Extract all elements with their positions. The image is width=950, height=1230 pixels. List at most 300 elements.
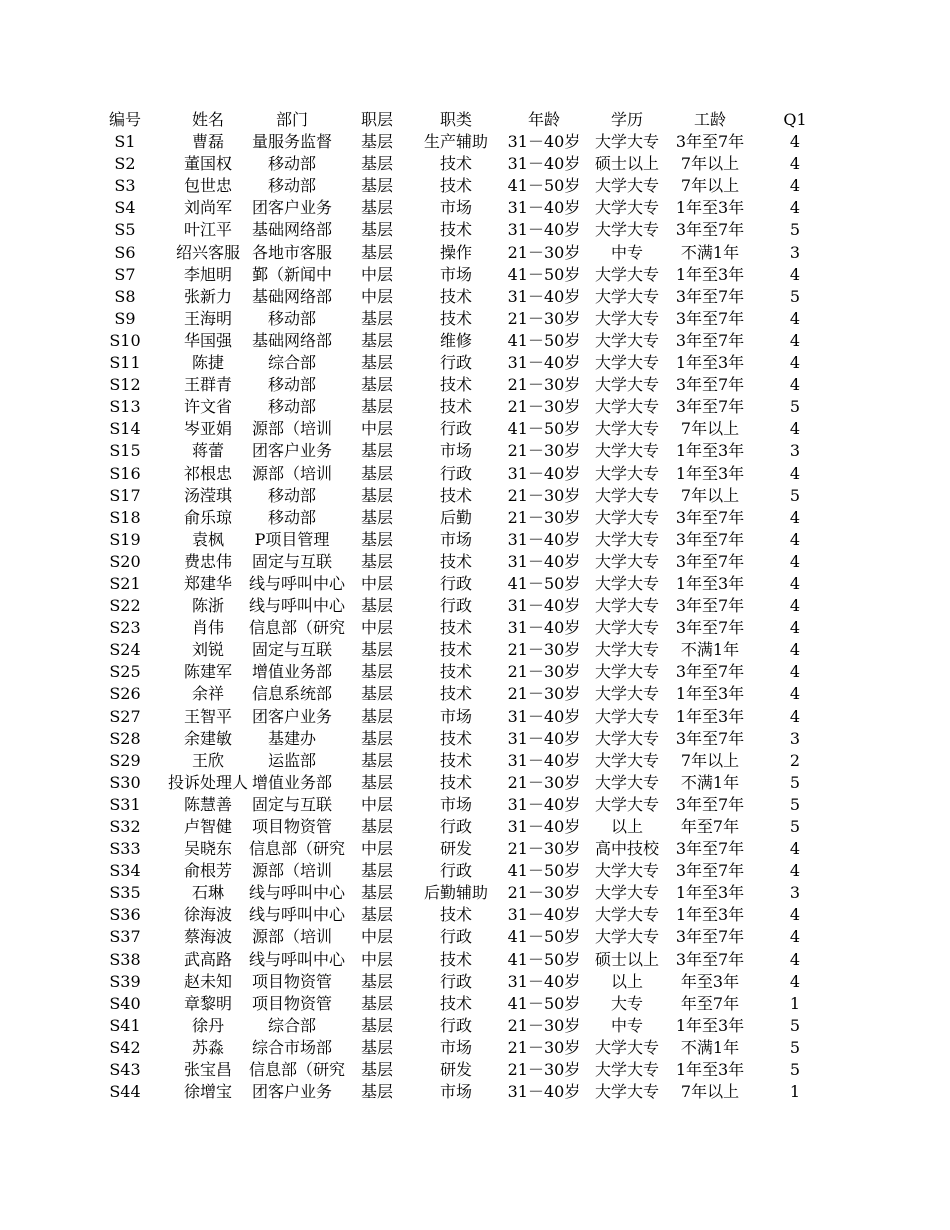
level-cell: 基层: [360, 397, 393, 417]
level-cell: 基层: [360, 176, 393, 196]
id-cell: S39: [109, 971, 141, 991]
name-cell: 俞乐琼: [183, 507, 232, 527]
education-cell: 大学大专: [594, 794, 659, 814]
q1-cell: 4: [789, 198, 801, 218]
education-cell: 大学大专: [594, 463, 659, 483]
tenure-cell: 3年至7年: [675, 839, 745, 859]
q1-cell: 5: [789, 397, 801, 417]
education-cell: 大学大专: [594, 132, 659, 152]
job-type-cell: 技术: [439, 772, 472, 792]
age-cell: 21－30岁: [507, 507, 581, 527]
table-row: [0, 485, 950, 507]
q1-cell: 4: [789, 463, 801, 483]
id-cell: S2: [114, 154, 136, 174]
job-type-cell: 技术: [439, 375, 472, 395]
job-type-cell: 技术: [439, 750, 472, 770]
age-cell: 31－40岁: [507, 618, 581, 638]
table-row: [0, 639, 950, 661]
level-cell: 基层: [360, 1015, 393, 1035]
tenure-cell: 1年至3年: [675, 573, 745, 593]
tenure-cell: 1年至3年: [675, 1015, 745, 1035]
table-row: [0, 750, 950, 772]
age-cell: 21－30岁: [507, 684, 581, 704]
level-cell: 基层: [360, 308, 393, 328]
q1-cell: 5: [789, 220, 801, 240]
table-row: [0, 219, 950, 241]
job-type-cell: 技术: [439, 640, 472, 660]
job-type-cell: 行政: [439, 596, 472, 616]
name-cell: 陈浙: [191, 596, 224, 616]
level-cell: 基层: [360, 132, 393, 152]
level-cell: 基层: [360, 861, 393, 881]
id-cell: S21: [109, 573, 141, 593]
job-type-cell: 研发: [439, 839, 472, 859]
age-cell: 21－30岁: [507, 308, 581, 328]
age-cell: 31－40岁: [507, 286, 581, 306]
table-row: [0, 1037, 950, 1059]
age-cell: 41－50岁: [507, 419, 581, 439]
id-cell: S10: [109, 330, 141, 350]
id-cell: S3: [114, 176, 136, 196]
job-type-cell: 技术: [439, 286, 472, 306]
tenure-cell: 年至3年: [680, 971, 740, 991]
department-cell: 团客户业务: [251, 198, 332, 218]
name-cell: 蔡海波: [183, 927, 232, 947]
name-cell: 王海明: [183, 308, 232, 328]
table-row: [0, 706, 950, 728]
tenure-cell: 3年至7年: [675, 618, 745, 638]
department-cell: 源部（培训: [251, 927, 332, 947]
age-cell: 21－30岁: [507, 1015, 581, 1035]
name-cell: 陈慧善: [183, 794, 232, 814]
level-cell: 基层: [360, 441, 393, 461]
name-cell: 费忠伟: [183, 551, 232, 571]
name-cell: 曹磊: [191, 132, 224, 152]
job-type-cell: 市场: [439, 1082, 472, 1102]
id-cell: S41: [109, 1015, 141, 1035]
tenure-cell: 不满1年: [680, 242, 740, 262]
level-cell: 基层: [360, 507, 393, 527]
age-cell: 41－50岁: [507, 330, 581, 350]
tenure-cell: 1年至3年: [675, 441, 745, 461]
name-cell: 汤滢琪: [183, 485, 232, 505]
header-tenure: 工龄: [693, 110, 726, 129]
education-cell: 中专: [610, 242, 643, 262]
department-cell: 移动部: [267, 176, 316, 196]
department-cell: 源部（培训: [251, 419, 332, 439]
table-row: [0, 153, 950, 175]
tenure-cell: 3年至7年: [675, 551, 745, 571]
job-type-cell: 技术: [439, 397, 472, 417]
q1-cell: 4: [789, 507, 801, 527]
name-cell: 余建敏: [183, 728, 232, 748]
education-cell: 大学大专: [594, 485, 659, 505]
job-type-cell: 技术: [439, 551, 472, 571]
job-type-cell: 操作: [439, 242, 472, 262]
department-cell: 增值业务部: [251, 772, 332, 792]
tenure-cell: 7年以上: [680, 750, 740, 770]
age-cell: 21－30岁: [507, 1037, 581, 1057]
id-cell: S16: [109, 463, 141, 483]
level-cell: 基层: [360, 640, 393, 660]
job-type-cell: 后勤辅助: [423, 883, 488, 903]
education-cell: 高中技校: [594, 839, 659, 859]
table-row: [0, 440, 950, 462]
q1-cell: 4: [789, 132, 801, 152]
name-cell: 武高路: [183, 949, 232, 969]
level-cell: 中层: [360, 419, 393, 439]
id-cell: S14: [109, 419, 141, 439]
tenure-cell: 7年以上: [680, 1082, 740, 1102]
table-row: [0, 197, 950, 219]
job-type-cell: 市场: [439, 1037, 472, 1057]
tenure-cell: 3年至7年: [675, 507, 745, 527]
name-cell: 祁根忠: [183, 463, 232, 483]
table-row: [0, 286, 950, 308]
education-cell: 大学大专: [594, 905, 659, 925]
id-cell: S13: [109, 397, 141, 417]
job-type-cell: 行政: [439, 927, 472, 947]
id-cell: S40: [109, 993, 141, 1013]
header-id: 编号: [108, 110, 141, 129]
job-type-cell: 市场: [439, 198, 472, 218]
education-cell: 大学大专: [594, 728, 659, 748]
department-cell: 移动部: [267, 397, 316, 417]
id-cell: S9: [114, 308, 136, 328]
name-cell: 徐海波: [183, 905, 232, 925]
department-cell: 信息部（研究: [249, 1060, 346, 1080]
level-cell: 中层: [360, 264, 393, 284]
department-cell: 固定与互联: [251, 551, 332, 571]
level-cell: 基层: [360, 529, 393, 549]
tenure-cell: 3年至7年: [675, 662, 745, 682]
age-cell: 21－30岁: [507, 397, 581, 417]
table-row: [0, 551, 950, 573]
tenure-cell: 3年至7年: [675, 397, 745, 417]
q1-cell: 4: [789, 861, 801, 881]
education-cell: 大学大专: [594, 375, 659, 395]
age-cell: 31－40岁: [507, 220, 581, 240]
id-cell: S25: [109, 662, 141, 682]
education-cell: 大学大专: [594, 198, 659, 218]
job-type-cell: 技术: [439, 220, 472, 240]
level-cell: 基层: [360, 662, 393, 682]
level-cell: 基层: [360, 485, 393, 505]
department-cell: 量服务监督: [251, 132, 332, 152]
level-cell: 基层: [360, 375, 393, 395]
q1-cell: 3: [789, 242, 801, 262]
job-type-cell: 行政: [439, 971, 472, 991]
level-cell: 基层: [360, 551, 393, 571]
job-type-cell: 行政: [439, 861, 472, 881]
education-cell: 大学大专: [594, 264, 659, 284]
header-job-type: 职类: [439, 110, 472, 129]
id-cell: S43: [109, 1060, 141, 1080]
table-row: [0, 396, 950, 418]
id-cell: S30: [109, 772, 141, 792]
name-cell: 章黎明: [183, 993, 232, 1013]
id-cell: S31: [109, 794, 141, 814]
header-age: 年龄: [527, 110, 560, 129]
job-type-cell: 市场: [439, 264, 472, 284]
id-cell: S34: [109, 861, 141, 881]
id-cell: S26: [109, 684, 141, 704]
job-type-cell: 技术: [439, 905, 472, 925]
tenure-cell: 不满1年: [680, 1037, 740, 1057]
name-cell: 刘尚军: [183, 198, 232, 218]
header-level: 职层: [360, 110, 393, 129]
level-cell: 基层: [360, 353, 393, 373]
table-row: [0, 1081, 950, 1103]
q1-cell: 4: [789, 573, 801, 593]
education-cell: 大学大专: [594, 573, 659, 593]
education-cell: 大学大专: [594, 419, 659, 439]
age-cell: 31－40岁: [507, 1082, 581, 1102]
department-cell: 基础网络部: [251, 220, 332, 240]
education-cell: 大专: [610, 993, 643, 1013]
level-cell: 基层: [360, 330, 393, 350]
age-cell: 31－40岁: [507, 154, 581, 174]
job-type-cell: 技术: [439, 949, 472, 969]
table-row: [0, 175, 950, 197]
id-cell: S19: [109, 529, 141, 549]
header-row: [0, 109, 950, 131]
id-cell: S12: [109, 375, 141, 395]
age-cell: 31－40岁: [507, 529, 581, 549]
q1-cell: 1: [789, 993, 801, 1013]
age-cell: 31－40岁: [507, 728, 581, 748]
department-cell: 基础网络部: [251, 286, 332, 306]
tenure-cell: 7年以上: [680, 176, 740, 196]
id-cell: S22: [109, 596, 141, 616]
name-cell: 张新力: [183, 286, 232, 306]
name-cell: 绍兴客服: [175, 242, 240, 262]
department-cell: 固定与互联: [251, 794, 332, 814]
table-row: [0, 816, 950, 838]
tenure-cell: 7年以上: [680, 419, 740, 439]
department-cell: 线与呼叫中心: [249, 949, 346, 969]
name-cell: 吴晓东: [183, 839, 232, 859]
job-type-cell: 技术: [439, 618, 472, 638]
tenure-cell: 不满1年: [680, 772, 740, 792]
job-type-cell: 行政: [439, 419, 472, 439]
q1-cell: 4: [789, 927, 801, 947]
department-cell: 移动部: [267, 154, 316, 174]
name-cell: 王智平: [183, 706, 232, 726]
q1-cell: 2: [789, 750, 801, 770]
table-row: [0, 993, 950, 1015]
age-cell: 41－50岁: [507, 264, 581, 284]
level-cell: 基层: [360, 883, 393, 903]
level-cell: 基层: [360, 242, 393, 262]
education-cell: 以上: [610, 817, 643, 836]
tenure-cell: 3年至7年: [675, 375, 745, 395]
q1-cell: 4: [789, 154, 801, 174]
id-cell: S44: [109, 1082, 141, 1102]
education-cell: 大学大专: [594, 551, 659, 571]
id-cell: S1: [114, 132, 136, 152]
table-row: [0, 374, 950, 396]
department-cell: 增值业务部: [251, 662, 332, 682]
table-row: [0, 882, 950, 904]
department-cell: 项目物资管: [251, 817, 332, 836]
age-cell: 31－40岁: [507, 353, 581, 373]
department-cell: 团客户业务: [251, 441, 332, 461]
education-cell: 大学大专: [594, 861, 659, 881]
department-cell: 基础网络部: [251, 330, 332, 350]
education-cell: 大学大专: [594, 397, 659, 417]
job-type-cell: 生产辅助: [423, 132, 488, 152]
age-cell: 31－40岁: [507, 750, 581, 770]
level-cell: 中层: [360, 618, 393, 638]
name-cell: 王欣: [191, 750, 224, 770]
tenure-cell: 3年至7年: [675, 794, 745, 814]
level-cell: 基层: [360, 817, 393, 836]
tenure-cell: 年至7年: [680, 817, 740, 836]
table-row: [0, 860, 950, 882]
header-name: 姓名: [191, 110, 224, 129]
q1-cell: 5: [789, 817, 801, 836]
tenure-cell: 3年至7年: [675, 728, 745, 748]
education-cell: 大学大专: [594, 596, 659, 616]
q1-cell: 4: [789, 353, 801, 373]
table-row: [0, 418, 950, 440]
name-cell: 苏淼: [191, 1037, 224, 1057]
name-cell: 李旭明: [183, 264, 232, 284]
name-cell: 郑建华: [183, 573, 232, 593]
education-cell: 大学大专: [594, 1082, 659, 1102]
q1-cell: 3: [789, 441, 801, 461]
job-type-cell: 技术: [439, 728, 472, 748]
job-type-cell: 行政: [439, 573, 472, 593]
id-cell: S29: [109, 750, 141, 770]
department-cell: P项目管理: [254, 529, 330, 549]
table-row: [0, 949, 950, 971]
level-cell: 基层: [360, 993, 393, 1013]
age-cell: 31－40岁: [507, 596, 581, 616]
department-cell: 信息系统部: [251, 684, 332, 704]
tenure-cell: 1年至3年: [675, 198, 745, 218]
job-type-cell: 技术: [439, 993, 472, 1013]
level-cell: 基层: [360, 971, 393, 991]
q1-cell: 4: [789, 839, 801, 859]
education-cell: 中专: [610, 1015, 643, 1035]
level-cell: 中层: [360, 573, 393, 593]
age-cell: 21－30岁: [507, 772, 581, 792]
age-cell: 31－40岁: [507, 817, 581, 836]
education-cell: 大学大专: [594, 529, 659, 549]
header-q1: Q1: [783, 110, 807, 129]
tenure-cell: 3年至7年: [675, 308, 745, 328]
job-type-cell: 后勤: [439, 507, 472, 527]
level-cell: 中层: [360, 286, 393, 306]
education-cell: 以上: [610, 971, 643, 991]
department-cell: 团客户业务: [251, 1082, 332, 1102]
id-cell: S8: [114, 286, 136, 306]
q1-cell: 4: [789, 308, 801, 328]
name-cell: 陈捷: [191, 353, 224, 373]
department-cell: 信息部（研究: [249, 839, 346, 859]
age-cell: 21－30岁: [507, 441, 581, 461]
age-cell: 31－40岁: [507, 463, 581, 483]
id-cell: S5: [114, 220, 136, 240]
q1-cell: 4: [789, 684, 801, 704]
table-row: [0, 728, 950, 750]
name-cell: 陈建军: [183, 662, 232, 682]
department-cell: 线与呼叫中心: [249, 573, 346, 593]
age-cell: 31－40岁: [507, 706, 581, 726]
age-cell: 41－50岁: [507, 993, 581, 1013]
tenure-cell: 1年至3年: [675, 883, 745, 903]
department-cell: 源部（培训: [251, 861, 332, 881]
name-cell: 董国权: [183, 154, 232, 174]
tenure-cell: 3年至7年: [675, 861, 745, 881]
age-cell: 21－30岁: [507, 242, 581, 262]
table-row: [0, 617, 950, 639]
id-cell: S42: [109, 1037, 141, 1057]
department-cell: 移动部: [267, 375, 316, 395]
age-cell: 31－40岁: [507, 794, 581, 814]
job-type-cell: 技术: [439, 176, 472, 196]
q1-cell: 4: [789, 551, 801, 571]
table-row: [0, 264, 950, 286]
education-cell: 大学大专: [594, 618, 659, 638]
level-cell: 基层: [360, 750, 393, 770]
id-cell: S37: [109, 927, 141, 947]
level-cell: 中层: [360, 927, 393, 947]
age-cell: 31－40岁: [507, 971, 581, 991]
education-cell: 大学大专: [594, 750, 659, 770]
department-cell: 移动部: [267, 485, 316, 505]
id-cell: S17: [109, 485, 141, 505]
name-cell: 石琳: [191, 883, 224, 903]
id-cell: S28: [109, 728, 141, 748]
department-cell: 线与呼叫中心: [249, 596, 346, 616]
department-cell: 线与呼叫中心: [249, 905, 346, 925]
name-cell: 许文省: [183, 397, 232, 417]
name-cell: 余祥: [191, 684, 224, 704]
q1-cell: 4: [789, 662, 801, 682]
education-cell: 大学大专: [594, 883, 659, 903]
table-row: [0, 507, 950, 529]
table-row: [0, 1059, 950, 1081]
q1-cell: 1: [789, 1082, 801, 1102]
department-cell: 线与呼叫中心: [249, 883, 346, 903]
id-cell: S35: [109, 883, 141, 903]
level-cell: 基层: [360, 772, 393, 792]
name-cell: 俞根芳: [183, 861, 232, 881]
q1-cell: 5: [789, 794, 801, 814]
name-cell: 袁枫: [191, 529, 224, 549]
q1-cell: 4: [789, 949, 801, 969]
tenure-cell: 3年至7年: [675, 330, 745, 350]
age-cell: 21－30岁: [507, 883, 581, 903]
education-cell: 大学大专: [594, 220, 659, 240]
tenure-cell: 3年至7年: [675, 927, 745, 947]
age-cell: 31－40岁: [507, 198, 581, 218]
q1-cell: 4: [789, 529, 801, 549]
age-cell: 41－50岁: [507, 861, 581, 881]
department-cell: 移动部: [267, 308, 316, 328]
level-cell: 基层: [360, 706, 393, 726]
age-cell: 41－50岁: [507, 949, 581, 969]
q1-cell: 5: [789, 1015, 801, 1035]
table-row: [0, 772, 950, 794]
department-cell: 团客户业务: [251, 706, 332, 726]
table-row: [0, 595, 950, 617]
tenure-cell: 1年至3年: [675, 706, 745, 726]
tenure-cell: 7年以上: [680, 154, 740, 174]
